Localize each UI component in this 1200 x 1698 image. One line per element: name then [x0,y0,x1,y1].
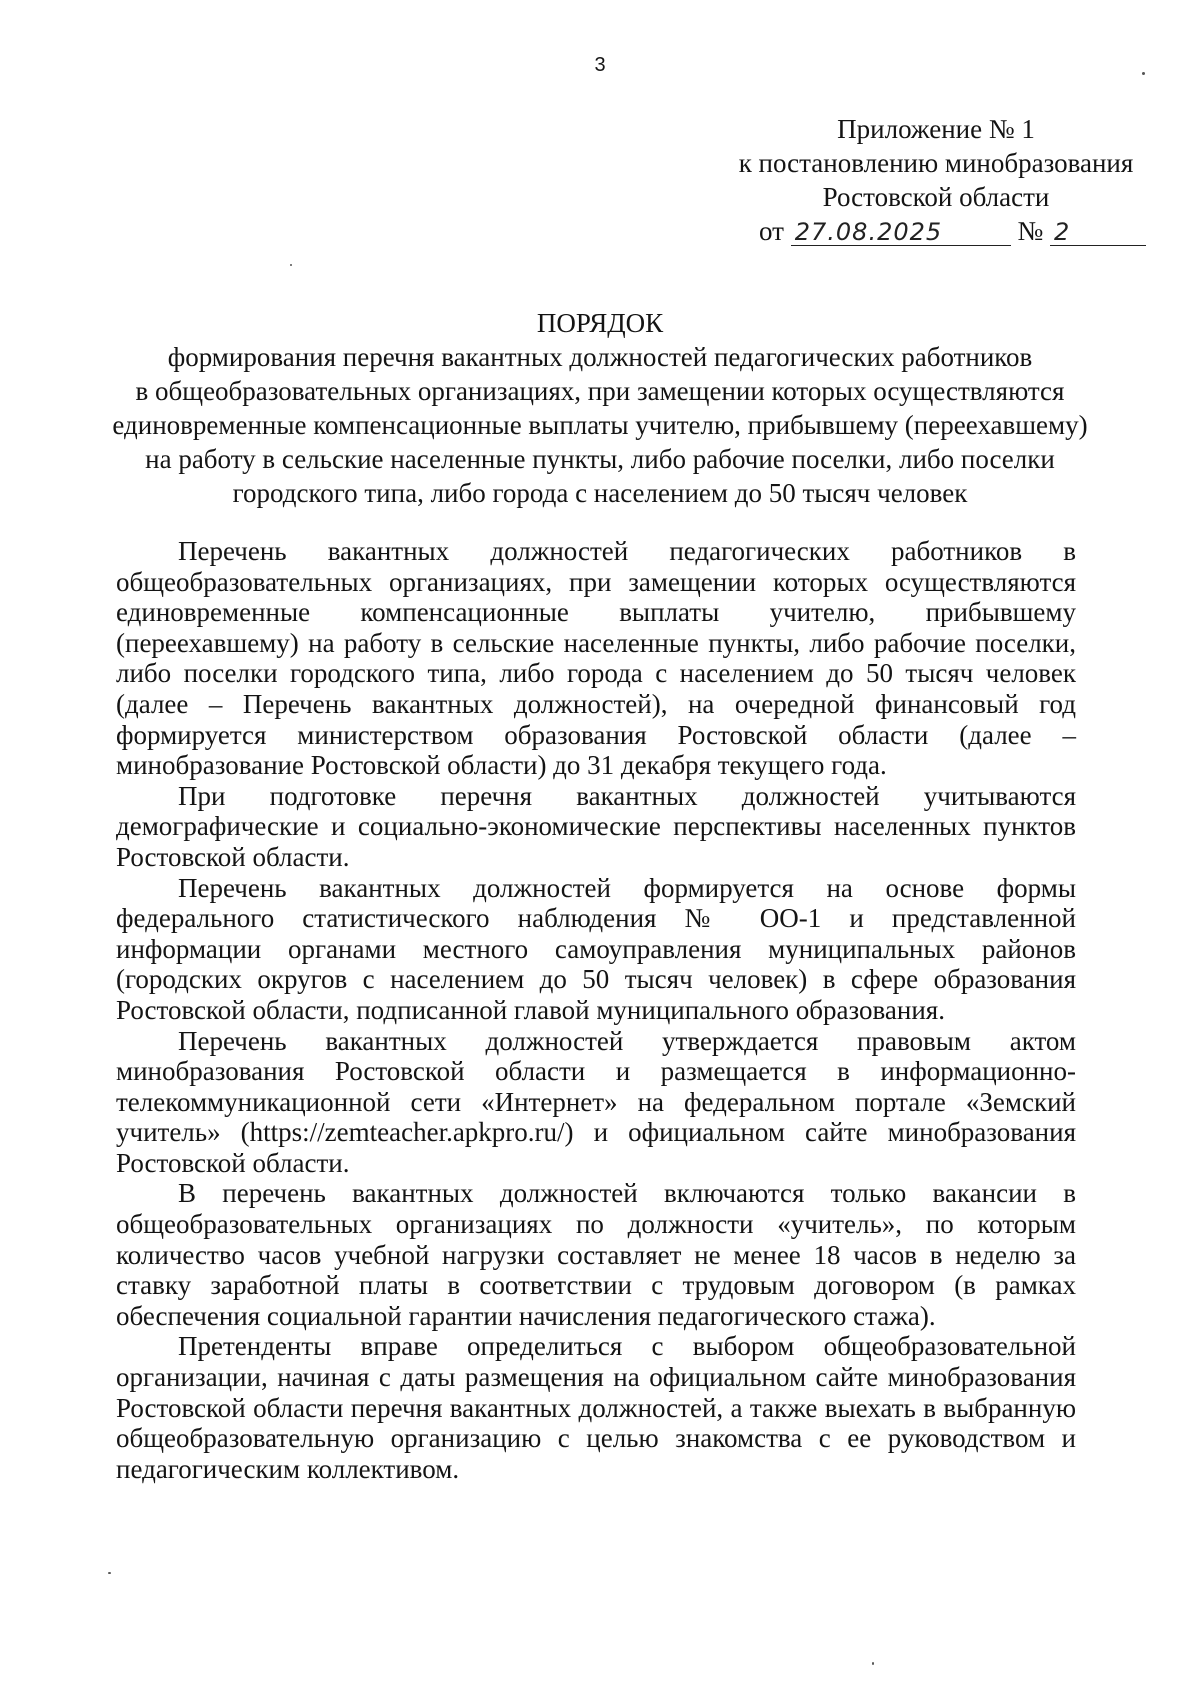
body-paragraph: Претенденты вправе определиться с выбором общеобразовательной организации, начиная с даты размещения на официальном сайте минобразования Ростовской области перечня вакантных должностей, а также выехать в выбранную общеобразовательную организацию с целью знакомства с ее руководством и педагогическим коллективом. [116,1331,1076,1484]
title-subline: в общеобразовательных организациях, при замещении которых осуществляются [135,376,1065,406]
document-title: ПОРЯДОК [536,308,664,338]
scan-speck [108,1572,111,1574]
scan-speck [290,264,292,266]
handwritten-date: 27.08.2025 [791,219,1011,246]
document-title-block [100,306,1100,510]
title-subline: формирования перечня вакантных должностей педагогических работников [167,342,1033,372]
scan-speck [1142,72,1145,75]
date-prefix: от [759,216,784,246]
body-paragraph: Перечень вакантных должностей формируется на основе формы федерального статистического наблюдения № ОО-1 и представленной информации органами местного самоуправления муниципальных районов (городских округов с населением до 50 тысяч человек) в сфере образования Ростовской области, подписанной главой муниципального образования. [116,872,1076,1025]
body-paragraph: Перечень вакантных должностей педагогических работников в общеобразовательных организациях, при замещении которых осуществляются единовременные компенсационные выплаты учителю, прибывшему (переехавшему) на работу в сельские населенные пункты, либо рабочие поселки, либо поселки городского типа, либо города с населением до 50 тысяч человек (далее – Перечень вакантных должностей), на очередной финансовый год формируется министерством образования Ростовской области (далее – минобразование Ростовской области) до 31 декабря текущего года. [116,536,1076,781]
document-body [116,536,1076,1484]
scan-speck [872,1662,874,1665]
appendix-date-line [726,214,1146,248]
body-paragraph: В перечень вакантных должностей включаются только вакансии в общеобразовательных организациях по должности «учитель», по которым количество часов учебной нагрузки составляет не менее 18 часов в неделю за ставку заработной платы в соответствии с трудовым договором (в рамках обеспечения социальной гарантии начисления педагогического стажа). [116,1178,1076,1331]
number-label: № [1017,216,1044,246]
appendix-header [726,112,1146,248]
appendix-title: Приложение № 1 [837,114,1035,144]
title-subline: на работу в сельские населенные пункты, либо рабочие поселки, либо поселки [145,444,1055,474]
body-paragraph: Перечень вакантных должностей утверждается правовым актом минобразования Ростовской области и размещается в информационно-телекоммуникационной сети «Интернет» на федеральном портале «Земский учитель» (https://zemteacher.apkpro.ru/) и официальном сайте минобразования Ростовской области. [116,1025,1076,1178]
appendix-resolution-line: к постановлению минобразования [738,148,1134,178]
appendix-region-line: Ростовской области [822,182,1050,212]
handwritten-number: 2 [1050,219,1146,246]
body-paragraph: При подготовке перечня вакантных должностей учитываются демографические и социально-экономические перспективы населенных пунктов Ростовской области. [116,780,1076,872]
title-subline: единовременные компенсационные выплаты учителю, прибывшему (переехавшему) [112,410,1088,440]
page-number: 3 [594,54,606,76]
title-subline: городского типа, либо города с населением до 50 тысяч человек [232,478,968,508]
